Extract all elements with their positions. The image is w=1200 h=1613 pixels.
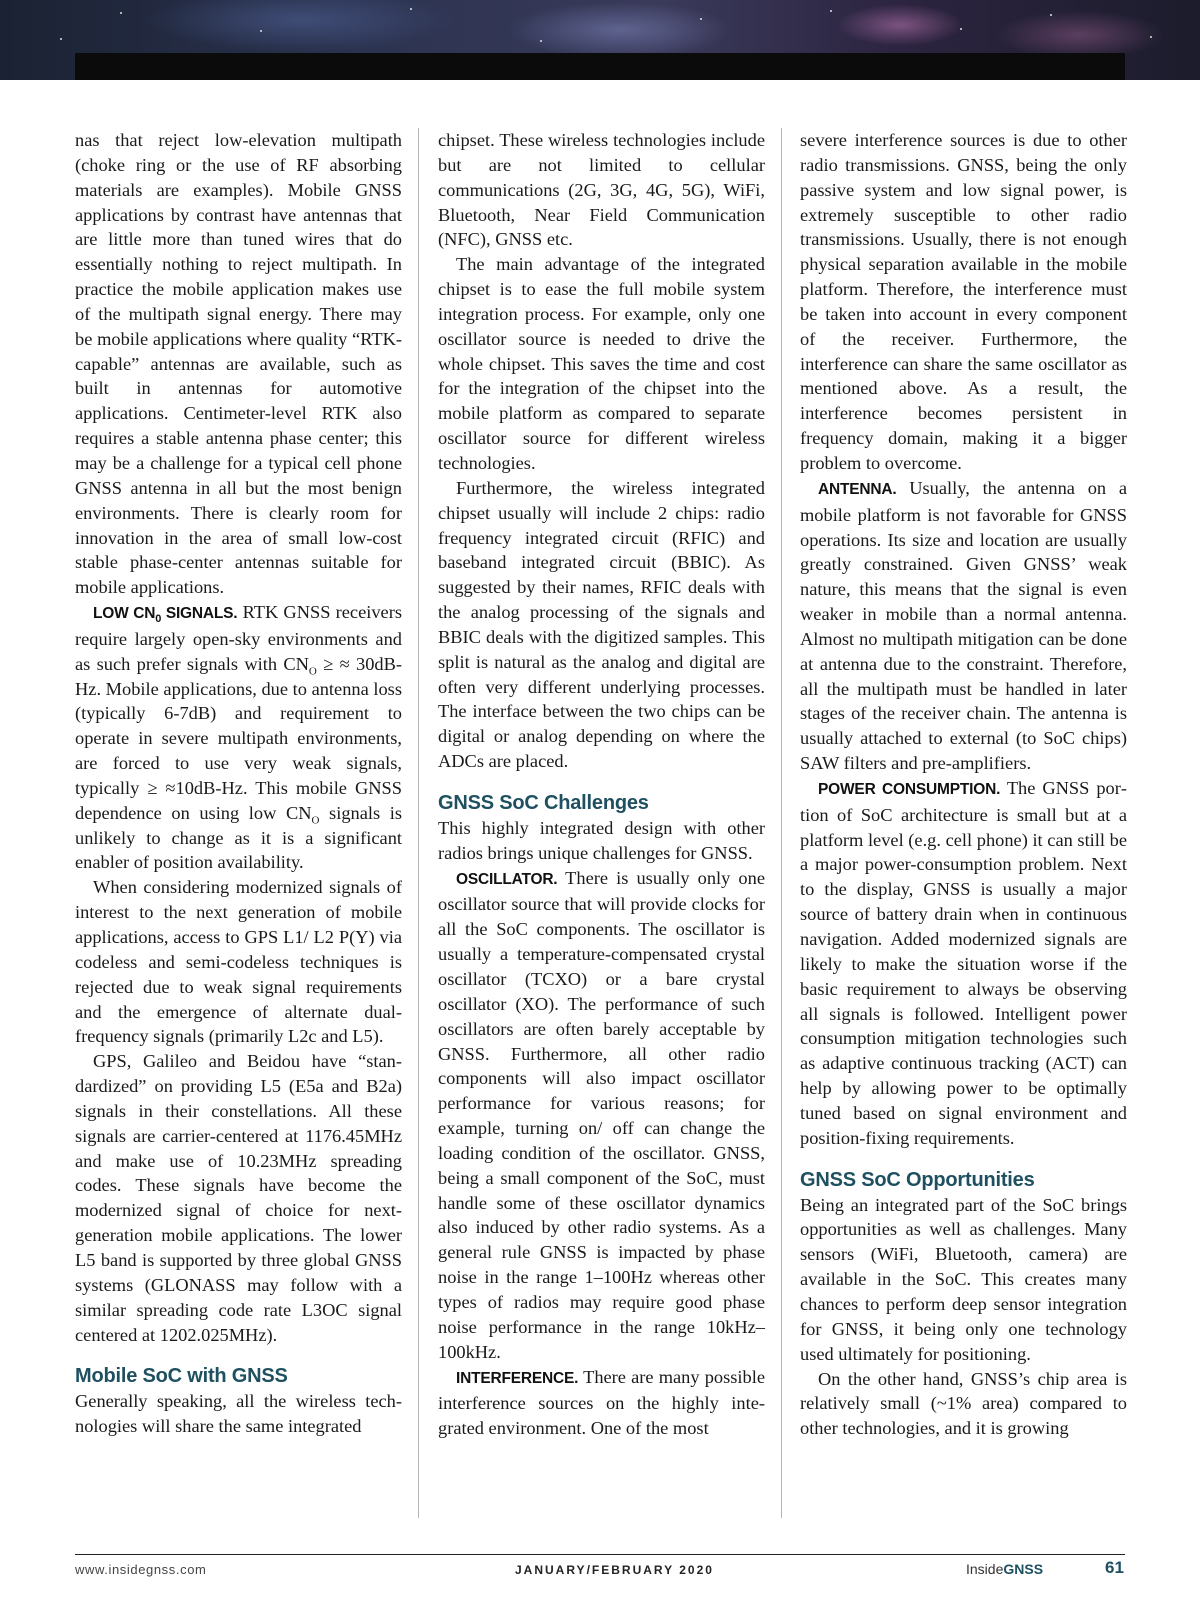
header-black-bar [75,53,1125,80]
run-in-heading: POWER CONSUMPTION. [818,780,1001,798]
paragraph: ANTENNA. Usually, the antenna on a mobile platform is not favorable for GNSS operations. Its size and location are usually greatly constrained. Given GNSS’ weak nature, this means that the signal is even weaker in mobile than a normal antenna. Almost no multipath mitigation can be done at antenna due to the constraint. Therefore, all the multipath must be handled in later stages of the receiver chain. The antenna is usually attached to external (to SoC chips) SAW filters and pre-amplifiers. [800,477,1127,774]
paragraph: severe interference sources is due to other radio transmissions. GNSS, being the only passive system and low signal power, is extremely susceptible to other radio transmissions. Usually, there is not enough physical separation available in the mobile platform. Therefore, the interference must be taken into account in every component of the receiver. Furthermore, the interference can share the same oscillator as mentioned above. As a result, the interference becomes persistent in frequency domain, making it a bigger problem to overcome. [800,130,1127,473]
column-1 [75,128,402,1439]
paragraph: LOW $CN_0$ SIGNALS. RTK GNSS receivers require largely open-sky environments and as such prefer signals with $CN_O$ ≥ ≈ 30dB-Hz. Mobile applications, due to antenna loss (typically 6-7dB) and requirement to operate in severe multipath environments, are forced to use very weak signals, typically ≥ ≈10dB-Hz. This mobile GNSS dependence on using low $CN_O$ signals is unlikely to change as it is a significant enabler of position availability. [75,602,402,873]
run-in-heading: LOW $CN_0$ SIGNALS. [93,605,238,626]
run-in-heading: INTERFERENCE. [456,1369,579,1387]
paragraph: chipset. These wireless technologies include but are not limited to cellular communications (2G, 3G, 4G, 5G), WiFi, Bluetooth, Near Field Communication (NFC), GNSS etc. [438,130,765,250]
footer-rule [75,1554,1125,1555]
section-heading: GNSS SoC Challenges [438,791,649,814]
footer-issue-date: JANUARY/FEBRUARY 2020 [515,1563,714,1577]
run-in-heading: ANTENNA. [818,480,897,498]
paragraph: nas that reject low-elevation multipath (choke ring or the use of RF absorbing materials are examples). Mobile GNSS applications by contrast have antennas that are little more than tuned wires that do essentially nothing to reject multipath. In practice the mobile application makes use of the multipath signal energy. There may be mobile applications where quality “RTK-capable” antennas are available, such as built in antennas for automotive applications. Centimeter-level RTK also requires a stable antenna phase center; this may be a challenge for a typical cell phone GNSS antenna in all but the most benign environments. There is clearly room for innovation in the area of small low-cost stable phase-center antennas suitable for mobile applications. [75,130,402,598]
page-number: 61 [1105,1558,1124,1577]
run-in-heading: OSCILLATOR. [456,870,558,888]
paragraph: Generally speaking, all the wireless technologies will share the same integrated [75,1391,402,1437]
footer-url-link[interactable]: www.insidegnss.com [75,1562,207,1577]
paragraph: The main advantage of the integrated chipset is to ease the full mobile system integration process. For example, only one oscillator source is needed to drive the whole chipset. This saves the time and cost for the integration of the chipset into the mobile platform as compared to separate oscillator source for different wireless technologies. [438,254,765,473]
column-3 [800,128,1127,1441]
article-body [0,128,1200,1528]
section-heading: Mobile SoC with GNSS [75,1365,288,1388]
footer-brand: InsideGNSS [966,1561,1044,1577]
column-2 [438,128,765,1441]
paragraph: On the other hand, GNSS’s chip area is relatively small (~1% area) compared to other technologies, and it is growing [800,1368,1127,1439]
paragraph: Furthermore, the wireless integrated chipset usually will include 2 chips: radio frequency integrated circuit (RFIC) and baseband integrated circuit (BBIC). As suggested by their names, RFIC deals with the analog processing of the signals and BBIC deals with the digitized samples. This split is natural as the analog and digital are often very different underlying processes. The interface between the two chips can be digital or analog depending on where the ADCs are placed. [438,477,765,772]
section-heading: GNSS SoC Opportunities [800,1168,1035,1191]
paragraph: OSCILLATOR. There is usually only one oscillator source that will provide clocks for all the SoC components. The oscillator is usually a temperature-compensated crystal oscillator (TCXO) or a bare crystal oscillator (XO). The performance of such oscillators are often barely acceptable by GNSS. Furthermore, all other radio components will also impact oscillator performance for various reasons; for example, turning on/ off can change the loading condition of the oscillator. GNSS, being a small component of the SoC, must handle some of these oscillator dynamics also induced by other radio systems. As a general rule GNSS is impacted by phase noise in the range 1–100Hz whereas other types of radios may require good phase noise performance in the range 10kHz–100kHz. [438,867,765,1362]
paragraph: INTERFERENCE. There are many possible interference sources on the highly integrated environment. One of the most [438,1366,765,1439]
paragraph: GPS, Galileo and Beidou have “standardized” on providing L5 (E5a and B2a) signals in their constellations. All these signals are carrier-centered at 1176.45MHz and make use of 10.23MHz spreading codes. These signals have become the modernized signal of choice for next-generation mobile applications. The lower L5 band is supported by three global GNSS systems (GLONASS may follow with a similar spreading code rate L3OC signal centered at 1202.025MHz). [75,1051,402,1345]
paragraph: This highly integrated design with other radios brings unique challenges for GNSS. [438,817,765,863]
paragraph: Being an integrated part of the SoC brings opportunities as well as challenges. Many sensors (WiFi, Bluetooth, camera) are available in the SoC. This creates many chances to perform deep sensor integration for GNSS, it being only one technology used ultimately for positioning. [800,1194,1127,1364]
paragraph: POWER CONSUMPTION. The GNSS portion of SoC architecture is small but at a platform level (e.g. cell phone) it can still be a major power-consumption problem. Next to the display, GNSS is usually a major source of battery drain when in continuous navigation. Added modernized signals are likely to make the situation worse if the basic requirement to always be observing all signals is followed. Intelligent power consumption mitigation technologies such as adaptive continuous tracking (ACT) can help by allowing power to be optimally tuned based on signal environment and position-fixing requirements. [800,777,1127,1148]
paragraph: When considering modernized signals of interest to the next generation of mobile applications, access to GPS L1/ L2 P(Y) via codeless and semi-codeless techniques is rejected due to weak signal requirements and the emergence of alternate dual-frequency signals (primarily L2c and L5). [75,877,402,1047]
